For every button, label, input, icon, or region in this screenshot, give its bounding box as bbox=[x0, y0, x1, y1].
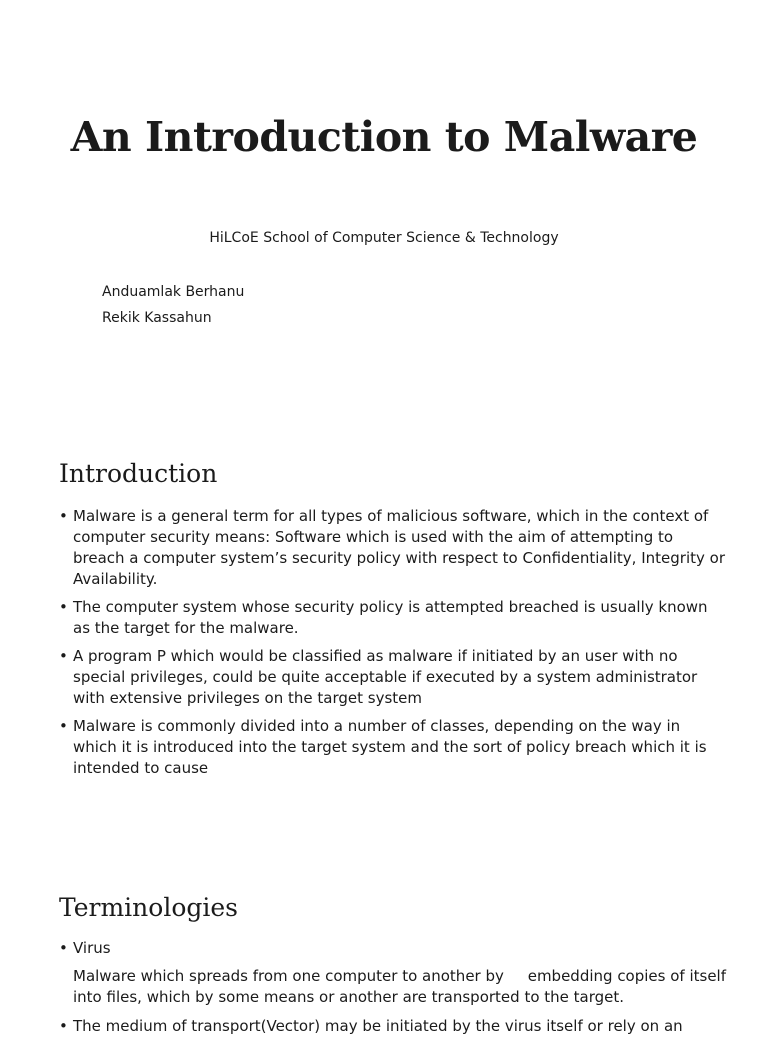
terminologies-heading: Terminologies bbox=[59, 893, 239, 922]
slide-subtitle: HiLCoE School of Computer Science & Technology bbox=[209, 230, 559, 246]
bullet-dot-icon: • bbox=[59, 939, 68, 957]
bullet-text: Malware is a general term for all types of malicious software, which in the context of computer security means: Software which is used with the aim of attempting to breach a computer system’s security policy with respect to Confidentiality, Integrity or Availability. bbox=[73, 507, 725, 588]
bullet-item bbox=[59, 1016, 727, 1037]
author-name: Anduamlak Berhanu bbox=[102, 284, 245, 300]
bullet-item bbox=[59, 938, 727, 959]
bullet-dot-icon: • bbox=[59, 507, 68, 525]
bullet-item bbox=[59, 506, 727, 590]
author-name: Rekik Kassahun bbox=[102, 310, 212, 326]
bullet-item bbox=[59, 716, 727, 779]
bullet-dot-icon: • bbox=[59, 717, 68, 735]
bullet-item bbox=[59, 646, 727, 709]
bullet-dot-icon: • bbox=[59, 1017, 68, 1035]
introduction-heading: Introduction bbox=[59, 459, 218, 488]
bullet-dot-icon: • bbox=[59, 598, 68, 616]
slide-title: An Introduction to Malware bbox=[70, 113, 698, 161]
introduction-bullet-list bbox=[59, 506, 727, 786]
bullet-text: The computer system whose security policy is attempted breached is usually known as the target for the malware. bbox=[73, 598, 708, 637]
bullet-text: The medium of transport(Vector) may be initiated by the virus itself or rely on an bbox=[73, 1017, 683, 1035]
bullet-text: A program P which would be classified as malware if initiated by an user with no special privileges, could be quite acceptable if executed by a system administrator with extensive privileges on the target system bbox=[73, 647, 698, 707]
virus-definition: Malware which spreads from one computer to another by embedding copies of itself into files, which by some means or another are transported to the target. bbox=[73, 967, 731, 1006]
terminologies-bullet-list-continued bbox=[59, 1016, 727, 1044]
term-virus: Virus bbox=[73, 939, 111, 957]
bullet-dot-icon: • bbox=[59, 647, 68, 665]
terminologies-bullet-list bbox=[59, 938, 727, 966]
bullet-text: Malware is commonly divided into a number of classes, depending on the way in which it is introduced into the target system and the sort of policy breach which it is intended to cause bbox=[73, 717, 707, 777]
bullet-item bbox=[59, 597, 727, 639]
